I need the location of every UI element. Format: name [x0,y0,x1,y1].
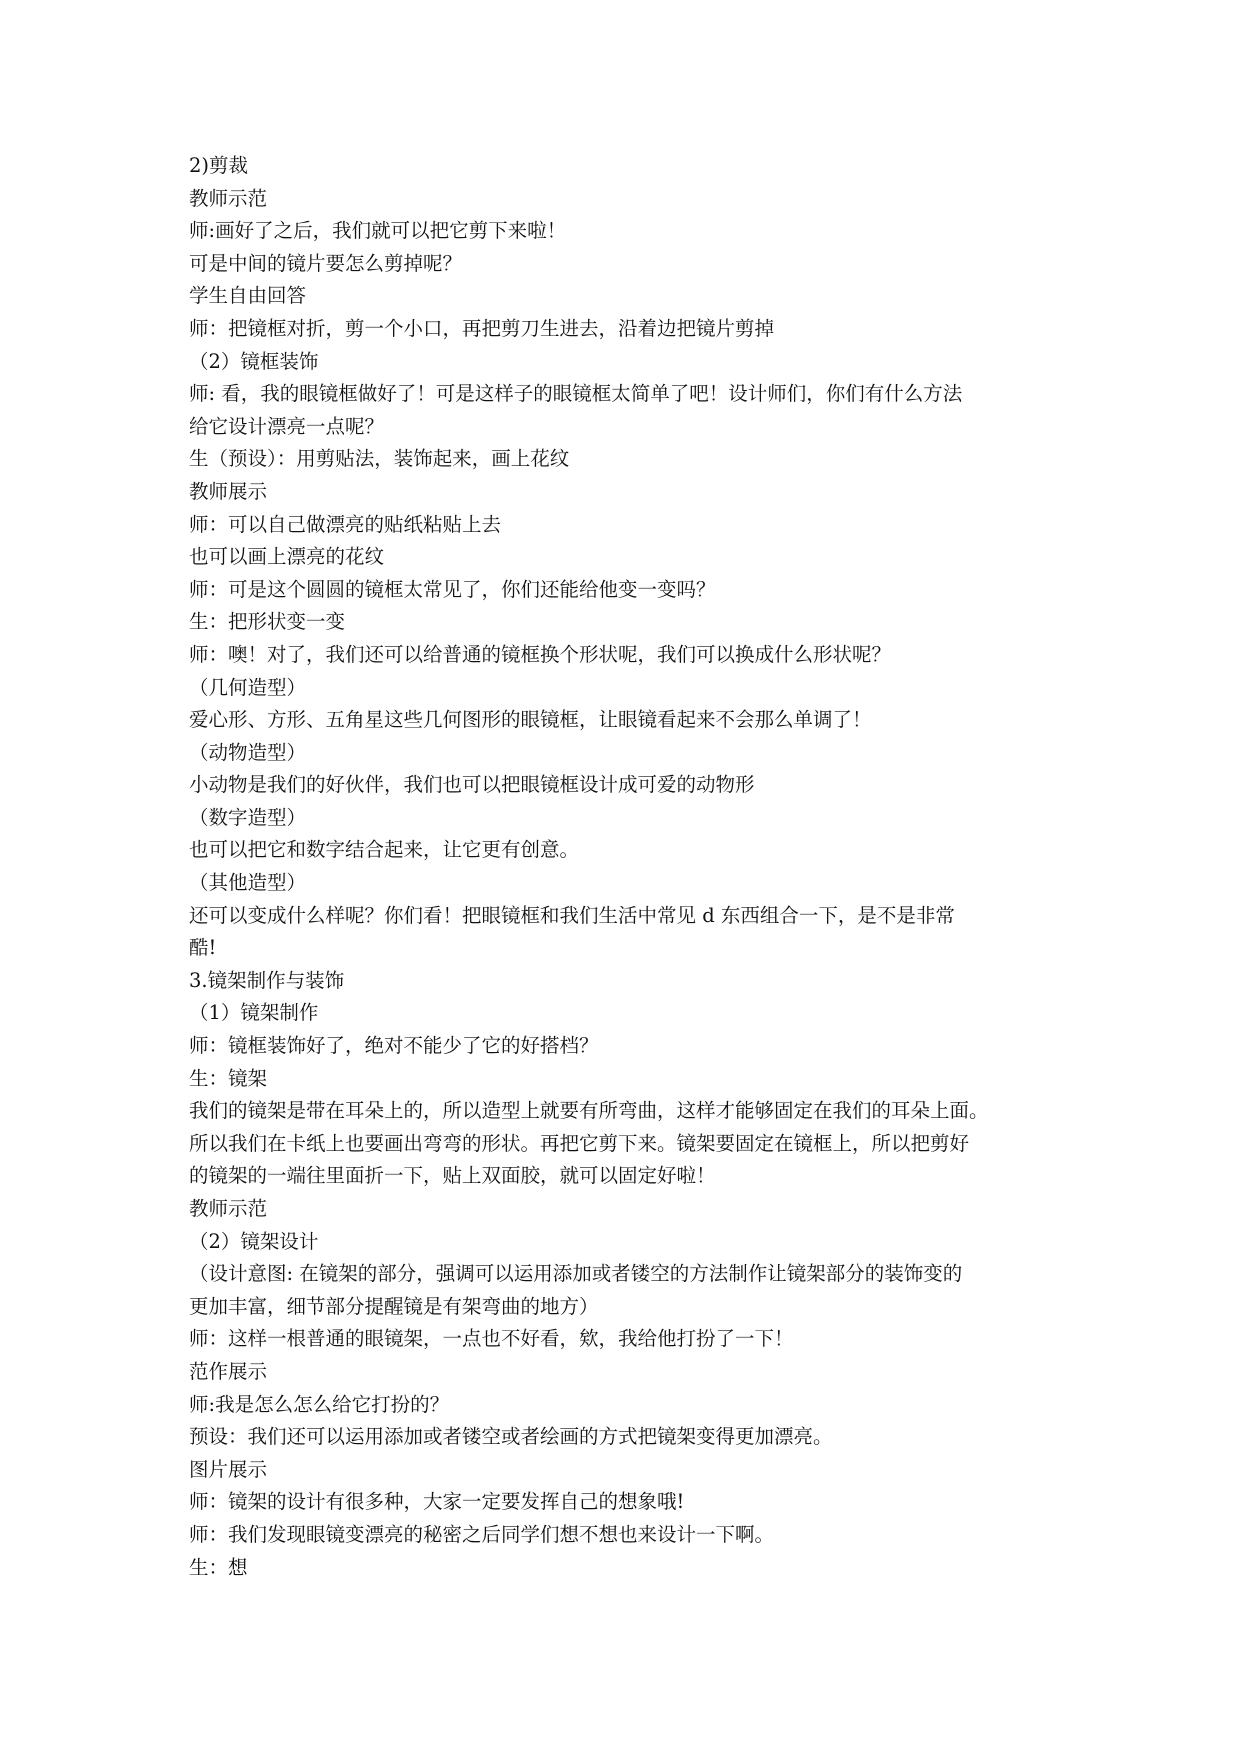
text-line: （动物造型） [189,740,307,764]
text-line: 师：这样一根普通的眼镜架，一点也不好看，欸，我给他打扮了一下！ [189,1327,794,1351]
text-line: 图片展示 [189,1457,268,1481]
text-line: （2）镜架设计 [189,1229,319,1253]
text-line: 师:我是怎么怎么给它打扮的？ [189,1392,450,1416]
text-line: 爱心形、方形、五角星这些几何图形的眼镜框，让眼镜看起来不会那么单调了！ [189,708,872,732]
text-line: 生：想 [189,1555,248,1579]
text-line: 可是中间的镜片要怎么剪掉呢？ [189,251,463,275]
text-line: 酷! [189,936,217,960]
text-line: （几何造型） [189,675,307,699]
text-line: 也可以画上漂亮的花纹 [189,545,385,569]
text-line: 师: 看，我的眼镜框做好了！可是这样子的眼镜框太简单了吧！设计师们，你们有什么方法 [189,382,963,406]
text-line: 更加丰富，细节部分提醒镜是有架弯曲的地方） [189,1294,599,1318]
text-line: 也可以把它和数字结合起来，让它更有创意。 [189,838,580,862]
text-line: 范作展示 [189,1359,268,1383]
text-line: （设计意图: 在镜架的部分，强调可以运用添加或者镂空的方法制作让镜架部分的装饰变的 [189,1262,963,1286]
text-line: 教师示范 [189,186,268,210]
text-line: 预设：我们还可以运用添加或者镂空或者绘画的方式把镜架变得更加漂亮。 [189,1425,833,1449]
text-line: 生：镜架 [189,1066,268,1090]
text-line: 生：把形状变一变 [189,610,346,634]
text-line: 学生自由回答 [189,284,307,308]
text-line: 所以我们在卡纸上也要画出弯弯的形状。再把它剪下来。镜架要固定在镜框上，所以把剪好 [189,1131,970,1155]
text-line: 师：可以自己做漂亮的贴纸粘贴上去 [189,512,502,536]
text-line: 2)剪裁 [189,154,249,177]
text-line: 我们的镜架是带在耳朵上的，所以造型上就要有所弯曲，这样才能够固定在我们的耳朵上面。 [189,1099,989,1123]
text-line: 师：镜框装饰好了，绝对不能少了它的好搭档？ [189,1034,599,1058]
text-line: 师：我们发现眼镜变漂亮的秘密之后同学们想不想也来设计一下啊。 [189,1522,775,1546]
text-line: 3.镜架制作与装饰 [189,968,345,992]
text-line: 生（预设）：用剪贴法，装饰起来，画上花纹 [189,447,570,471]
document-body [189,150,1069,1584]
text-line: 师：可是这个圆圆的镜框太常见了，你们还能给他变一变吗？ [189,577,716,601]
text-line: 教师示范 [189,1197,268,1220]
text-line: 师:画好了之后，我们就可以把它剪下来啦！ [189,219,567,243]
text-line: 小动物是我们的好伙伴，我们也可以把眼镜框设计成可爱的动物形 [189,773,755,797]
text-line: （2）镜框装饰 [189,349,319,373]
text-line: 师：镜架的设计有很多种，大家一定要发挥自己的想象哦! [189,1490,685,1514]
text-line: （其他造型） [189,871,307,895]
text-line: 师：噢！对了，我们还可以给普通的镜框换个形状呢，我们可以换成什么形状呢？ [189,642,892,666]
text-line: 还可以变成什么样呢？你们看！把眼镜框和我们生活中常见 d 东西组合一下，是不是非常 [189,903,955,927]
text-line: （数字造型） [189,805,307,829]
text-line: 的镜架的一端往里面折一下，贴上双面胶，就可以固定好啦！ [189,1164,716,1188]
text-line: （1）镜架制作 [189,1001,319,1025]
text-line: 给它设计漂亮一点呢？ [189,414,385,438]
text-line: 教师展示 [189,479,268,503]
text-line: 师：把镜框对折，剪一个小口，再把剪刀生进去，沿着边把镜片剪掉 [189,316,775,340]
